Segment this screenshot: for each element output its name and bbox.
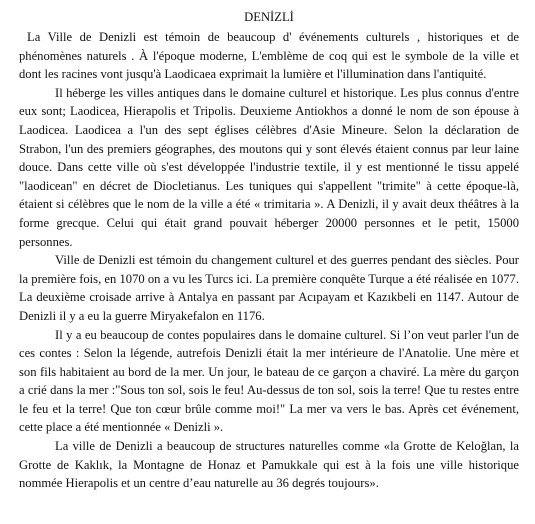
- paragraph-history: Ville de Denizli est témoin du changement culturel et des guerres pendant des siècles. Pour la première fois, en 1070 on a vu les Turcs ici. La première conquête Turque a été réalisée en 1077. La deuxième croisade arrive à Antalya en passant par Acıpayam et Kazıkbeli en 1147. Autour de Denizli il y a eu la guerre Miryakefalon en 1176.: [19, 253, 519, 323]
- paragraph-natural-structures: La ville de Denizli a beaucoup de structures naturelles comme «la Grotte de Keloğlan, la Grotte de Kaklık, la Montagne de Honaz et Pamukkale qui est à la fois une ville historique nommée Hierapolis et un centre d’eau naturelle au 36 degrés toujours».: [19, 439, 519, 491]
- paragraph-legend: Il y a eu beaucoup de contes populaires dans le domaine culturel. Si l’on veut parler l'un de ces contes : Selon la légende, autrefois Denizli était la mer intérieure de l'Anatolie. Une mère et son fils habitaient au bord de la mer. Un jour, le bateau de ce garçon a chaviré. La mère du garçon a crié dans la mer :"Sous ton sol, sois le feu! Au-dessus de ton sol, sois la terre! Que tu restes entre le feu et la terre! Que ton cœur brûle comme moi!" La mer va vers le bas. Après cet événement, cette place a été mentionnée « Denizli ».: [19, 327, 519, 435]
- document-title: DENİZLİ: [244, 10, 294, 24]
- document-page: [19, 8, 519, 493]
- paragraph-antique-cities: Il héberge les villes antiques dans le domaine culturel et historique. Les plus connus d'entre eux sont; Laodicea, Hierapolis et Tripolis. Deuxieme Antiokhos a donné le nom de son épouse à Laodicea. Laodicea a l'un des sept églises célèbres d'Asie Mineure. Selon la déclaration de Strabon, l'un des premiers géographes, des moutons qui y sont élevés étaient connus par leur laine douce. Dans cette ville où s'est développée l'industrie textile, il y est mentionné le tissu appelé "laodicean" en décret de Diocletianus. Les tuniques qui s'appellent "trimite" à cette époque-là, étaient si célèbres que le nom de la ville a été « trimitaria ». A Denizli, il y avait deux théâtres à la forme grecque. Celui qui était grand pouvait héberger 20000 personnes et le petit, 15000 personnes.: [19, 85, 519, 249]
- paragraph-intro: La Ville de Denizli est témoin de beaucoup d' événements culturels , historiques et de phénomènes naturels . À l'époque moderne, L'emblème de coq qui est le symbole de la ville et dont les racines vont jusqu'à Laodicaea exprimait la lumière et l'illumination dans l'antiquité.: [19, 30, 519, 82]
